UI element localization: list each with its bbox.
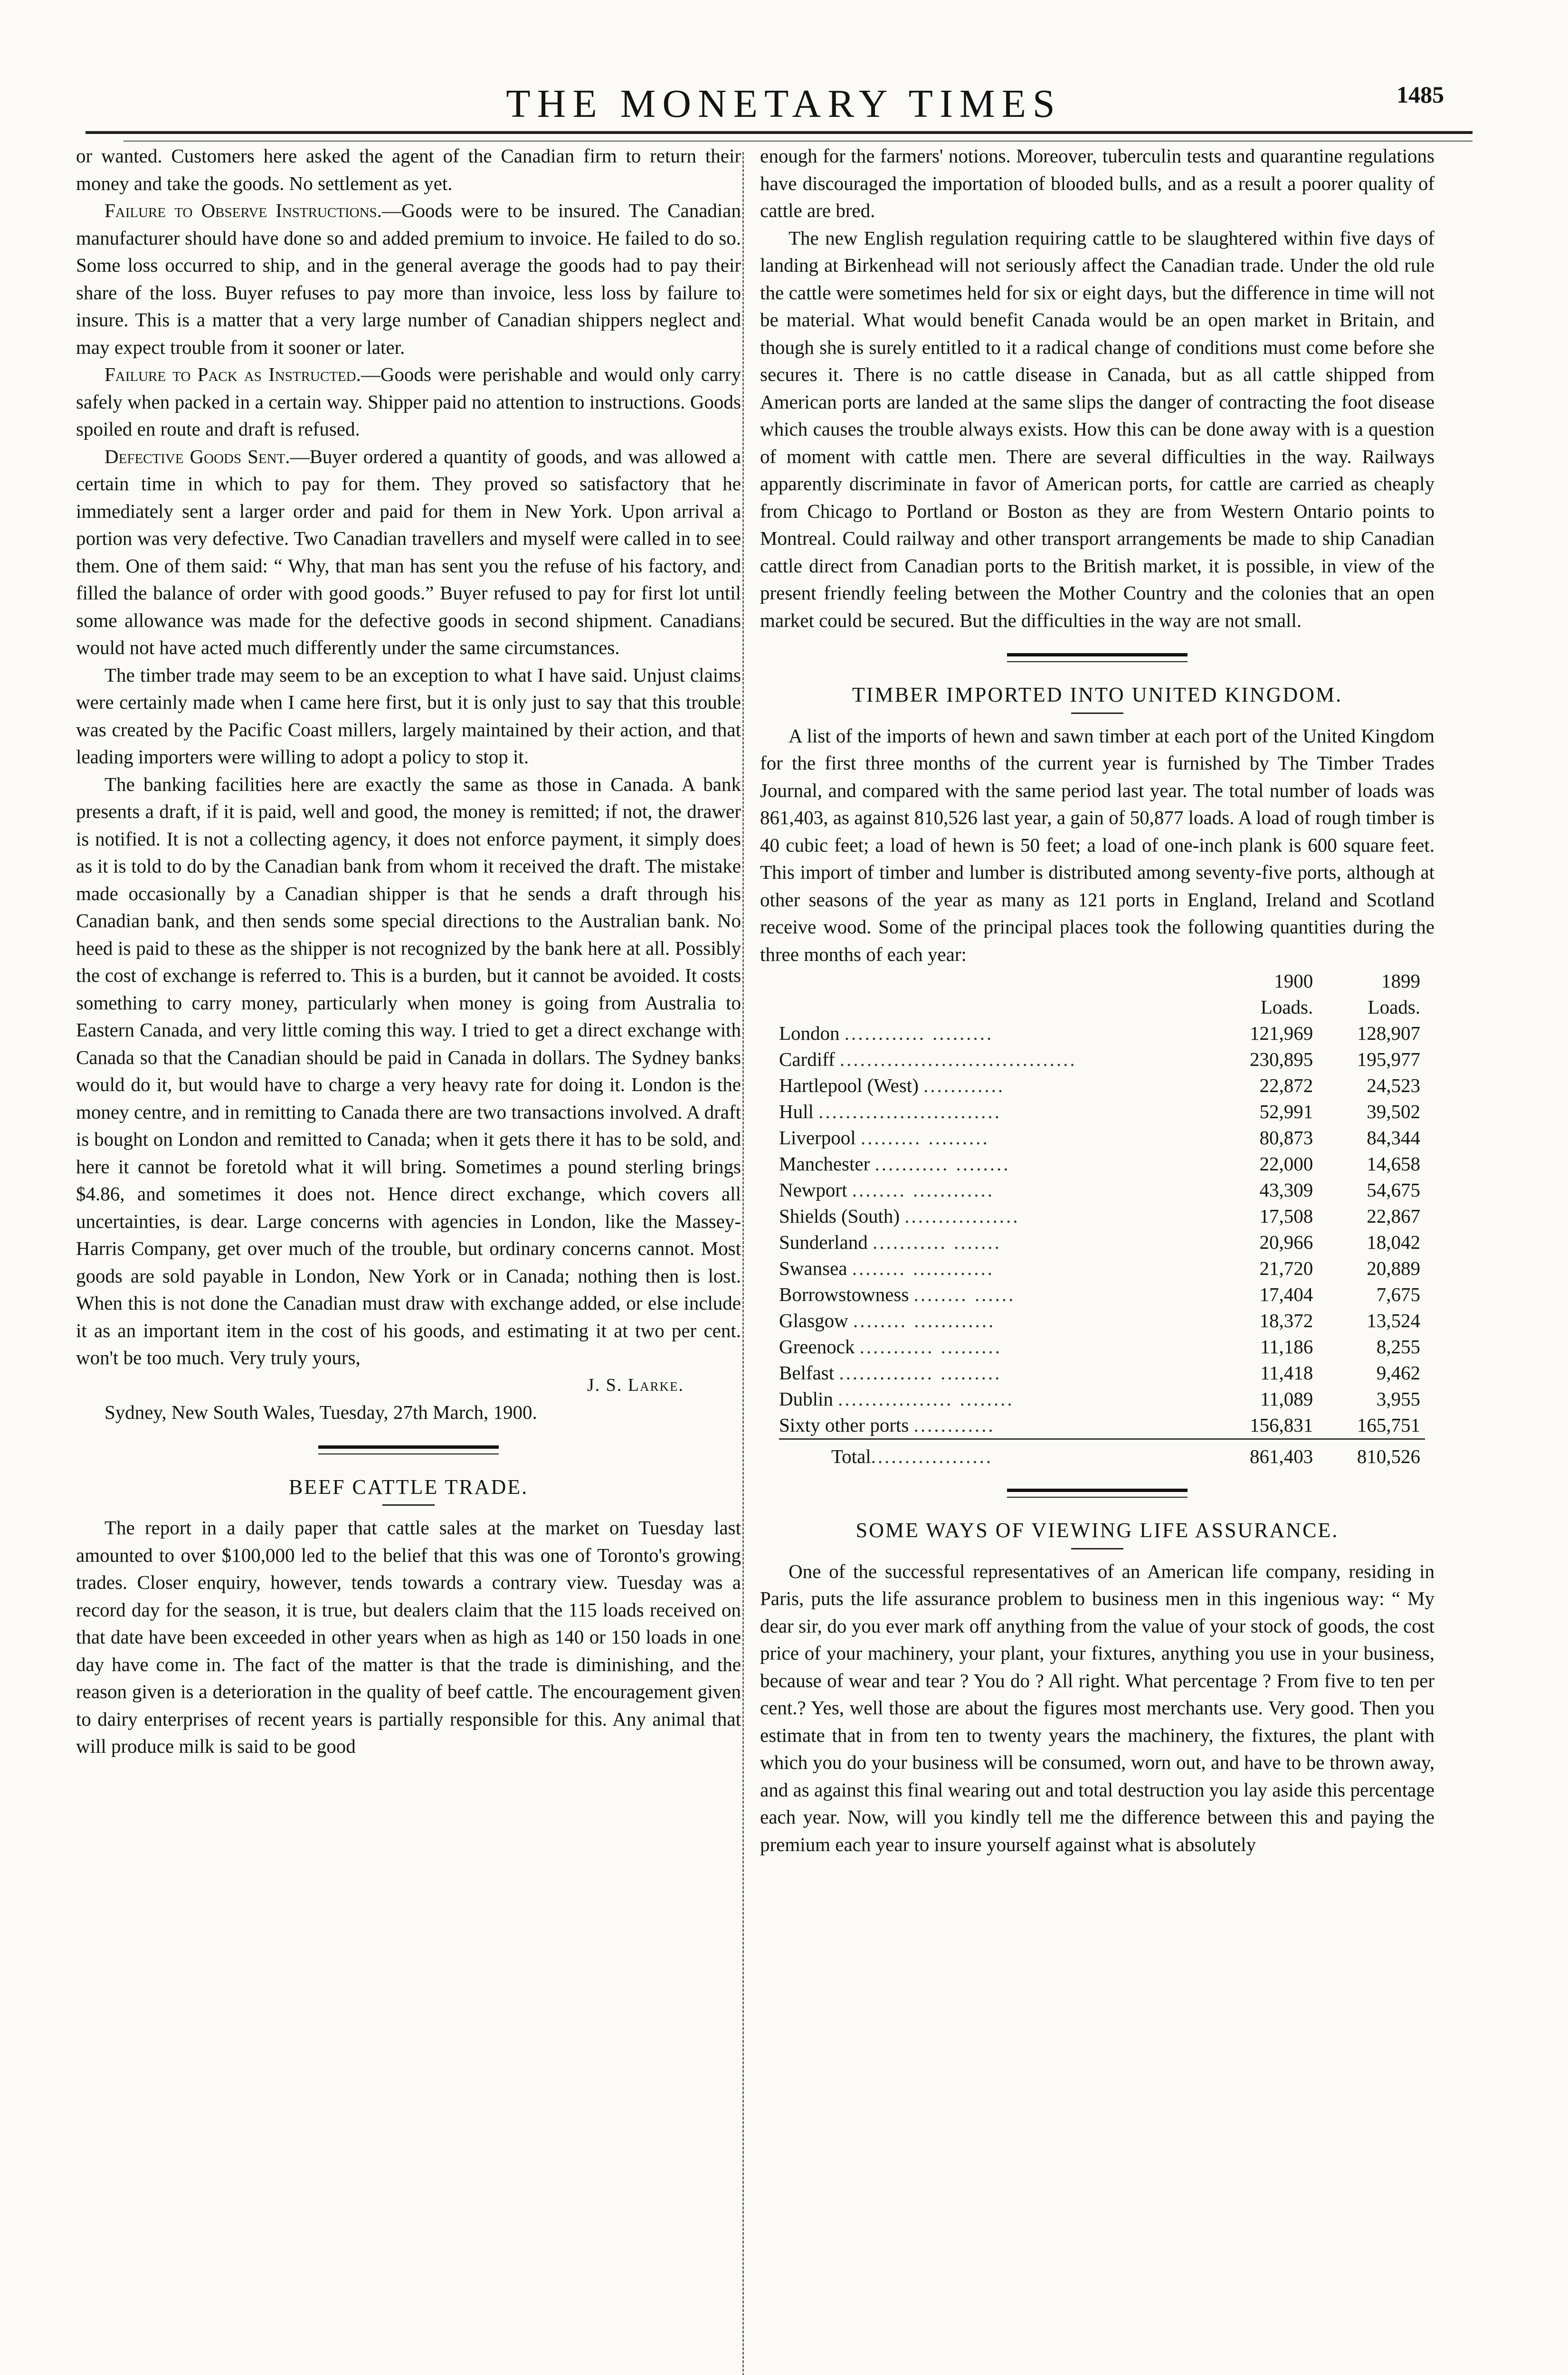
table-row xyxy=(779,1255,1425,1282)
port-name: Liverpool xyxy=(779,1127,856,1149)
section-rule xyxy=(1007,653,1188,662)
port-name: Shields (South) xyxy=(779,1205,900,1227)
total-label: Total xyxy=(831,1445,871,1467)
total-rule xyxy=(779,1439,1425,1444)
table-row xyxy=(779,1282,1425,1308)
left-column xyxy=(76,142,741,1760)
loads-1899: 9,462 xyxy=(1376,1362,1420,1384)
table-header-units xyxy=(779,994,1425,1020)
leader-dots: ............ xyxy=(913,1414,995,1436)
table-row xyxy=(779,1125,1425,1151)
column-unit-1900: Loads. xyxy=(1260,996,1313,1018)
loads-1900: 11,186 xyxy=(1260,1336,1313,1358)
signature: J. S. Larke. xyxy=(587,1375,684,1395)
masthead xyxy=(95,71,1473,128)
paragraph-defective xyxy=(76,443,741,662)
loads-1899: 165,751 xyxy=(1357,1414,1420,1436)
leader-dots: ........ ............ xyxy=(853,1310,996,1331)
table-total-row xyxy=(779,1444,1425,1470)
paragraph-life-assurance: One of the successful representatives of an American life company, residing in Paris, puts the life assurance problem to business men in this ingenious way: “ My dear sir, do you ever mark off anything from the value of your stock of goods, the cost price of your machinery, your plant, your fixtures, anything you use in your business, because of wear and tear ? You do ? All right. What percentage ? From five to ten per cent.? Yes, well those are about the figures most merchants use. Very good. Then you estimate that in from ten to twenty years the machinery, the fixtures, the plant with which you do your business will be consumed, worn out, and have to be thrown away, and as against this final wearing out and total destruction you lay aside this percentage each year. Now, will you kindly tell me the difference between this and paying the premium each year to insure yourself against what is absolutely xyxy=(760,1560,1435,1855)
loads-1899: 8,255 xyxy=(1376,1336,1420,1358)
table-row xyxy=(779,1151,1425,1177)
loads-1899: 13,524 xyxy=(1367,1310,1420,1331)
table-row xyxy=(779,1308,1425,1334)
port-name: Greenock xyxy=(779,1336,855,1358)
right-column xyxy=(760,142,1435,1858)
loads-1900: 80,873 xyxy=(1259,1127,1313,1149)
loads-1899: 195,977 xyxy=(1357,1048,1420,1070)
beef-heading: BEEF CATTLE TRADE. xyxy=(288,1475,529,1499)
paragraph-timber-list: A list of the imports of hewn and sawn timber at each port of the United Kingdom for the first three months of the current year is furnished by The Timber Trades Journal, and compared with the same period last year. The total number of loads was 861,403, as against 810,526 last year, a gain of 50,877 loads. A load of rough timber is 40 cubic feet; a load of hewn is 50 feet; a load of one-inch plank is 600 square feet. This import of timber and lumber is distributed among seventy-five ports, although at other seasons of the year as many as 121 ports in England, Ireland and Scotland receive wood. Some of the principal places took the following quantities during the three months of each year: xyxy=(760,724,1435,965)
paragraph-failure-pack xyxy=(76,361,741,443)
port-name: London xyxy=(779,1022,840,1044)
table-row xyxy=(779,1020,1425,1046)
leader-dots: ......... ......... xyxy=(860,1127,989,1149)
loads-1900: 17,508 xyxy=(1259,1205,1313,1227)
loads-1900: 43,309 xyxy=(1259,1179,1313,1201)
paragraph-banking: The banking facilities here are exactly the same as those in Canada. A bank presents a draft, if it is paid, well and good, the money is remitted; if not, the drawer is notified. It is not a collecting agency, it does not enforce payment, it simply does as it is told to do by the Canadian bank from whom it received the draft. The mistake made occasionally by a Canadian shipper is that he sends a draft through his Canadian bank, and then sends some special directions to the Australian bank. No heed is paid to these as the shipper is not recognized by the bank here at all. Possibly the cost of exchange is referred to. This is a burden, but it cannot be avoided. It costs something to carry money, particularly when money is going from Australia to Eastern Canada, and very little coming this way. I tried to get a direct exchange with Canada so that the Canadian should be paid in Canada in dollars. The Sydney banks would do it, but would have to charge a very heavy rate for doing it. London is the money centre, and in remitting to Canada there are two transactions involved. A draft is bought on London and remitted to Canada; when it gets there it has to be sold, and here it cannot be foretold what it will bring. Sometimes a pound sterling brings $4.86, and sometimes it does not. Hence direct exchange, which covers all uncertainties, is dear. Large concerns with agencies in London, like the Massey-Harris Company, get over much of the trouble, but ordinary concerns cannot. Most goods are sold payable in London, New York or in Canada; nothing then is lost. When this is not done the Canadian must draw with exchange added, or else include it as an important item in the cost of his goods, and estimating it at two per cent. won't be too much. Very truly yours, xyxy=(76,773,741,1368)
loads-1899: 22,867 xyxy=(1367,1205,1420,1227)
run-in-heading: Defective Goods Sent. xyxy=(105,445,290,467)
paragraph-body: —Buyer ordered a quantity of goods, and was allowed a certain time in which to pay for them. They proved so satisfactory that he immediately sent a larger order and paid for them in New York. Upon arrival a portion was very defective. Two Canadian travellers and myself were called in to see them. One of them said: “ Why, that man has sent you the refuse of his factory, and filled the balance of order with good goods.” Buyer refused to pay for first lot until some allowance was made for the defective goods in second shipment. Canadians would not have acted much differently under the same circumstances. xyxy=(76,445,741,658)
leader-dots: ........ ............ xyxy=(852,1179,994,1201)
port-name: Sixty other ports xyxy=(779,1414,909,1436)
loads-1900: 121,969 xyxy=(1250,1022,1313,1044)
port-name: Sunderland xyxy=(779,1231,868,1253)
life-assurance-heading: SOME WAYS OF VIEWING LIFE ASSURANCE. xyxy=(855,1519,1339,1542)
port-name: Swansea xyxy=(779,1257,847,1279)
timber-table xyxy=(779,968,1425,1470)
leader-dots: ........... ........ xyxy=(874,1153,1010,1175)
column-header-1900: 1900 xyxy=(1274,970,1313,992)
port-name: Manchester xyxy=(779,1153,870,1175)
paragraph-continued: or wanted. Customers here asked the agent of the Canadian firm to return their money and take the goods. No settlement as yet. xyxy=(76,145,741,194)
port-name: Hartlepool (West) xyxy=(779,1074,919,1096)
loads-1899: 54,675 xyxy=(1367,1179,1420,1201)
header-rule xyxy=(86,131,1473,134)
heading-rule xyxy=(382,1504,435,1506)
loads-1900: 52,991 xyxy=(1259,1101,1313,1122)
paragraph-english-regulation: The new English regulation requiring cattle to be slaughtered within five days of landing at Birkenhead will not seriously affect the Canadian trade. Under the old rule the cattle were sometimes held for six or eight days, but the difference in time will not be material. What would benefit Canada would be an open market in Britain, and though she is surely entitled to it a radical change of conditions must come before she secures it. There is no cattle disease in Canada, but as all cattle shipped from American ports are landed at the same slips the danger of contracting the foot disease which causes the trouble always exists. How this can be done away with is a question of moment with cattle men. There are several difficulties in the way. Railways apparently discriminate in favor of American ports, for cattle are carried as cheaply from Chicago to Portland or Boston as they are from Western Ontario points to Montreal. Could railway and other transport arrangements be made to ship Canadian cattle direct from Canadian ports to the British market, it is possible, in view of the present friendly feeling between the Mother Country and the colonies that an open market could be secured. But the difficulties in the way are not small. xyxy=(760,227,1435,631)
page-number: 1485 xyxy=(1397,81,1444,108)
section-rule xyxy=(1007,1489,1188,1498)
port-name: Dublin xyxy=(779,1388,833,1410)
paragraph-continued-right: enough for the farmers' notions. Moreover, tuberculin tests and quarantine regulations have discouraged the importation of blooded bulls, and as a result a poorer quality of cattle are bred. xyxy=(760,145,1435,221)
paragraph-body: —Goods were perishable and would only carry safely when packed in a certain way. Shipper paid no attention to instructions. Goods spoiled en route and draft is refused. xyxy=(76,363,741,440)
leader-dots: ........... ....... xyxy=(873,1231,1001,1253)
loads-1899: 18,042 xyxy=(1367,1231,1420,1253)
table-row xyxy=(779,1229,1425,1255)
port-name: Borrowstowness xyxy=(779,1283,909,1305)
loads-1899: 84,344 xyxy=(1367,1127,1420,1149)
total-1899: 810,526 xyxy=(1357,1445,1420,1467)
loads-1899: 3,955 xyxy=(1376,1388,1420,1410)
header-rule-thin xyxy=(124,141,1473,142)
heading-rule xyxy=(1071,1548,1123,1549)
loads-1899: 24,523 xyxy=(1367,1074,1420,1096)
port-name: Hull xyxy=(779,1101,814,1122)
leader-dots: ............ ......... xyxy=(844,1022,994,1044)
section-rule xyxy=(318,1445,499,1454)
table-row xyxy=(779,1099,1425,1125)
table-row xyxy=(779,1412,1425,1439)
publication-title: THE MONETARY TIMES xyxy=(506,82,1062,126)
heading-rule xyxy=(1071,712,1123,714)
loads-1900: 21,720 xyxy=(1259,1257,1313,1279)
table-header-years xyxy=(779,968,1425,994)
table-row xyxy=(779,1386,1425,1412)
loads-1900: 230,895 xyxy=(1250,1048,1313,1070)
leader-dots: ................. xyxy=(904,1205,1020,1227)
dateline: Sydney, New South Wales, Tuesday, 27th March, 1900. xyxy=(105,1401,537,1423)
column-header-1899: 1899 xyxy=(1381,970,1420,992)
run-in-heading: Failure to Pack as Instructed. xyxy=(105,363,361,385)
column-divider xyxy=(742,152,744,2375)
port-name: Belfast xyxy=(779,1362,835,1384)
leader-dots: ........ ...... xyxy=(913,1283,1016,1305)
leader-dots: ........................... xyxy=(818,1101,1001,1122)
loads-1899: 128,907 xyxy=(1357,1022,1420,1044)
loads-1900: 20,966 xyxy=(1259,1231,1313,1253)
table-row xyxy=(779,1177,1425,1203)
leader-dots: ................................... xyxy=(839,1048,1077,1070)
leader-dots: ........ ............ xyxy=(852,1257,994,1279)
paragraph-failure-insure xyxy=(76,197,741,361)
port-name: Cardiff xyxy=(779,1048,835,1070)
run-in-heading: Failure to Observe Instructions. xyxy=(105,200,382,221)
leader-dots: ........... ......... xyxy=(859,1336,1002,1358)
leader-dots: .................. xyxy=(871,1445,993,1467)
leader-dots: .............. ......... xyxy=(839,1362,1002,1384)
table-row xyxy=(779,1334,1425,1360)
loads-1900: 18,372 xyxy=(1259,1310,1313,1331)
table-row xyxy=(779,1046,1425,1073)
leader-dots: ................. ........ xyxy=(838,1388,1014,1410)
table-row xyxy=(779,1360,1425,1386)
timber-heading: TIMBER IMPORTED INTO UNITED KINGDOM. xyxy=(852,683,1343,706)
paragraph-body: —Goods were to be insured. The Canadian manufacturer should have done so and added premium to invoice. He failed to do so. Some loss occurred to ship, and in the general average the goods had to pay their share of the loss. Buyer refuses to pay more than invoice, less loss by failure to insure. This is a matter that a very large number of Canadian shippers neglect and may expect trouble from it sooner or later. xyxy=(76,200,741,358)
loads-1899: 7,675 xyxy=(1376,1283,1420,1305)
leader-dots: ............ xyxy=(923,1074,1005,1096)
loads-1899: 14,658 xyxy=(1367,1153,1420,1175)
loads-1899: 39,502 xyxy=(1367,1101,1420,1122)
port-name: Glasgow xyxy=(779,1310,848,1331)
port-name: Newport xyxy=(779,1179,847,1201)
column-unit-1899: Loads. xyxy=(1368,996,1420,1018)
loads-1900: 22,000 xyxy=(1259,1153,1313,1175)
loads-1899: 20,889 xyxy=(1367,1257,1420,1279)
paragraph-beef: The report in a daily paper that cattle sales at the market on Tuesday last amounted to over $100,000 led to the belief that this was one of Toronto's growing trades. Closer enquiry, however, tends towards a contrary view. Tuesday was a record day for the season, it is true, but dealers claim that the 115 loads received on that date have been exceeded in other years when as high as 140 or 150 loads in one day have come in. The fact of the matter is that the trade is diminishing, and the reason given is a deterioration in the quality of beef cattle. The encouragement given to dairy enterprises of recent years is partially responsible for this. Any animal that will produce milk is said to be good xyxy=(76,1517,741,1757)
loads-1900: 22,872 xyxy=(1259,1074,1313,1096)
paragraph-timber-trade: The timber trade may seem to be an exception to what I have said. Unjust claims were certainly made when I came here first, but it is only just to say that this trouble was created by the Pacific Coast millers, largely maintained by their action, and that leading importers were willing to adopt a policy to stop it. xyxy=(76,664,741,768)
loads-1900: 11,418 xyxy=(1260,1362,1313,1384)
loads-1900: 156,831 xyxy=(1250,1414,1313,1436)
table-row xyxy=(779,1073,1425,1099)
total-1900: 861,403 xyxy=(1250,1445,1313,1467)
table-row xyxy=(779,1203,1425,1229)
loads-1900: 17,404 xyxy=(1259,1283,1313,1305)
loads-1900: 11,089 xyxy=(1260,1388,1313,1410)
